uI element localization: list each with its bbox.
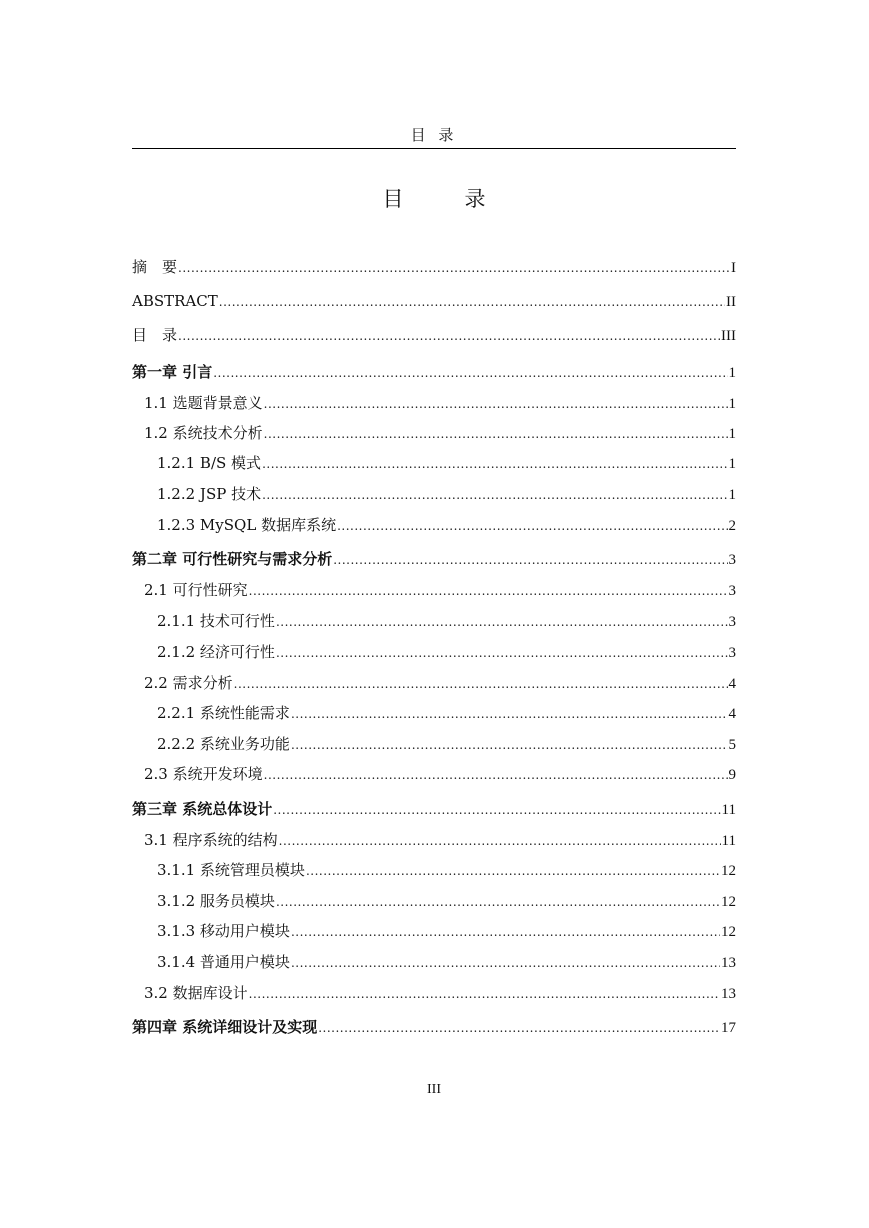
toc-entry-page: II bbox=[726, 294, 736, 310]
toc-entry[interactable] bbox=[132, 829, 736, 851]
toc-leader-dots bbox=[262, 453, 727, 475]
toc-entry[interactable] bbox=[132, 733, 736, 755]
toc-entry[interactable] bbox=[132, 452, 736, 474]
running-header: 目 录 bbox=[410, 126, 458, 144]
toc-entry-page: 12 bbox=[721, 863, 736, 879]
toc-leader-dots bbox=[291, 703, 728, 725]
toc-entry[interactable] bbox=[132, 483, 736, 505]
toc-entry-label: 2.3 系统开发环境 bbox=[144, 765, 263, 783]
toc-entry-label: 3.2 数据库设计 bbox=[144, 984, 248, 1002]
toc-entry-page: 3 bbox=[728, 583, 736, 599]
toc-entry-label: 2.2 需求分析 bbox=[144, 674, 233, 692]
toc-leader-dots bbox=[291, 952, 720, 974]
toc-entry-page: 3 bbox=[728, 645, 736, 661]
header-rule bbox=[132, 148, 736, 149]
toc-entry-page: 2 bbox=[728, 518, 736, 534]
toc-entry-page: 3 bbox=[728, 552, 736, 568]
toc-leader-dots bbox=[306, 860, 720, 882]
toc-entry-page: I bbox=[731, 260, 736, 276]
toc-entry[interactable] bbox=[132, 641, 736, 663]
toc-entry-page: 1 bbox=[728, 426, 736, 442]
toc-entry-label: 1.2 系统技术分析 bbox=[144, 424, 263, 442]
toc-entry-page: 1 bbox=[728, 365, 736, 381]
toc-entry-page: 4 bbox=[728, 706, 736, 722]
toc-entry-label: 3.1.1 系统管理员模块 bbox=[157, 861, 305, 879]
toc-entry-page: 1 bbox=[728, 396, 736, 412]
toc-entry[interactable] bbox=[132, 422, 736, 444]
toc-entry-page: 13 bbox=[721, 986, 736, 1002]
toc-entry-label: 1.2.1 B/S 模式 bbox=[157, 454, 262, 472]
toc-leader-dots bbox=[262, 484, 727, 506]
toc-entry-page: III bbox=[721, 328, 736, 344]
toc-entry-label: 第四章 系统详细设计及实现 bbox=[132, 1018, 318, 1036]
toc-entry-page: 1 bbox=[728, 456, 736, 472]
toc-entry-page: 9 bbox=[728, 767, 736, 783]
toc-leader-dots bbox=[276, 642, 728, 664]
toc-entry-page: 1 bbox=[728, 487, 736, 503]
toc-entry-page: 4 bbox=[728, 676, 736, 692]
toc-entry-page: 11 bbox=[721, 802, 736, 818]
toc-leader-dots bbox=[249, 983, 720, 1005]
toc-entry[interactable] bbox=[132, 548, 736, 570]
toc-entry-label: 2.2.2 系统业务功能 bbox=[157, 735, 290, 753]
toc-leader-dots bbox=[264, 393, 728, 415]
toc-leader-dots bbox=[333, 549, 727, 571]
toc-entry-label: 3.1.2 服务员模块 bbox=[157, 892, 275, 910]
toc-leader-dots bbox=[291, 734, 728, 756]
toc-entry-page: 13 bbox=[721, 955, 736, 971]
toc-entry[interactable] bbox=[132, 324, 736, 346]
toc-leader-dots bbox=[276, 891, 720, 913]
toc-entry-page: 17 bbox=[721, 1020, 736, 1036]
toc-leader-dots bbox=[264, 423, 728, 445]
toc-entry-label: 3.1.3 移动用户模块 bbox=[157, 922, 290, 940]
toc-leader-dots bbox=[178, 325, 720, 347]
toc-entry-page: 11 bbox=[721, 833, 736, 849]
toc-entry-label: 1.1 选题背景意义 bbox=[144, 394, 263, 412]
toc-leader-dots bbox=[337, 515, 727, 537]
toc-entry-label: 目 录 bbox=[132, 326, 178, 344]
toc-entry[interactable] bbox=[132, 763, 736, 785]
toc-entry-label: 2.1.1 技术可行性 bbox=[157, 612, 275, 630]
toc-entry[interactable] bbox=[132, 361, 736, 383]
toc-entry[interactable] bbox=[132, 920, 736, 942]
toc-entry-page: 5 bbox=[728, 737, 736, 753]
toc-entry-label: ABSTRACT bbox=[132, 292, 218, 310]
toc-entry-label: 2.1.2 经济可行性 bbox=[157, 643, 275, 661]
toc-entry-label: 摘 要 bbox=[132, 258, 178, 276]
toc-entry-page: 12 bbox=[721, 894, 736, 910]
toc-entry-label: 1.2.3 MySQL 数据库系统 bbox=[157, 516, 337, 534]
toc-leader-dots bbox=[234, 673, 728, 695]
toc-leader-dots bbox=[213, 362, 727, 384]
toc-entry-label: 3.1 程序系统的结构 bbox=[144, 831, 278, 849]
toc-entry[interactable] bbox=[132, 290, 736, 312]
toc-entry[interactable] bbox=[132, 672, 736, 694]
toc-entry-label: 2.2.1 系统性能需求 bbox=[157, 704, 290, 722]
toc-entry[interactable] bbox=[132, 702, 736, 724]
toc-entry[interactable] bbox=[132, 1016, 736, 1038]
toc-leader-dots bbox=[273, 799, 720, 821]
toc-entry[interactable] bbox=[132, 951, 736, 973]
toc-entry[interactable] bbox=[132, 392, 736, 414]
toc-entry-page: 12 bbox=[721, 924, 736, 940]
toc-entry-label: 第二章 可行性研究与需求分析 bbox=[132, 550, 333, 568]
toc-leader-dots bbox=[219, 291, 725, 313]
toc-entry[interactable] bbox=[132, 859, 736, 881]
toc-entry-label: 2.1 可行性研究 bbox=[144, 581, 248, 599]
toc-leader-dots bbox=[249, 580, 728, 602]
toc-entry[interactable] bbox=[132, 798, 736, 820]
page-number: III bbox=[427, 1082, 441, 1097]
toc-entry[interactable] bbox=[132, 610, 736, 632]
toc-entry-page: 3 bbox=[728, 614, 736, 630]
toc-entry[interactable] bbox=[132, 514, 736, 536]
toc-leader-dots bbox=[318, 1017, 720, 1039]
toc-entry-label: 3.1.4 普通用户模块 bbox=[157, 953, 290, 971]
toc-leader-dots bbox=[291, 921, 720, 943]
toc-leader-dots bbox=[276, 611, 728, 633]
toc-entry[interactable] bbox=[132, 890, 736, 912]
toc-entry-label: 1.2.2 JSP 技术 bbox=[157, 485, 262, 503]
toc-leader-dots bbox=[264, 764, 728, 786]
toc-entry[interactable] bbox=[132, 579, 736, 601]
toc-entry[interactable] bbox=[132, 982, 736, 1004]
page-title: 目 录 bbox=[382, 187, 506, 211]
toc-leader-dots bbox=[279, 830, 721, 852]
toc-entry-label: 第三章 系统总体设计 bbox=[132, 800, 273, 818]
toc-leader-dots bbox=[178, 257, 730, 279]
toc-entry[interactable] bbox=[132, 256, 736, 278]
toc-entry-label: 第一章 引言 bbox=[132, 363, 213, 381]
